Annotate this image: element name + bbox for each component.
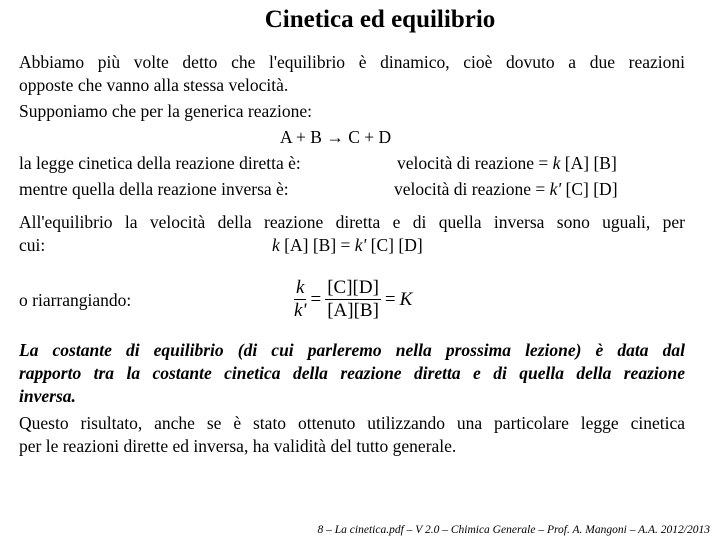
equilibrium-line: All'equilibrio la velocità della reazione diretta e di quella inversa sono uguali, per	[19, 212, 685, 232]
rate-constant: k	[552, 153, 561, 173]
paragraph-line: opposte che vanno alla stessa velocità.	[19, 75, 289, 95]
paragraph-line: Abbiamo più volte detto che l'equilibrio è dinamico, cioè dovuto a due reazioni	[19, 52, 685, 72]
rate-constant-ratio: $\frac{k}{k'}$	[294, 277, 307, 321]
rate-constant: k'	[549, 179, 562, 199]
footer: 8 – La cinetica.pdf – V 2.0 – Chimica Generale – Prof. A. Mangoni – A.A. 2012/2013	[317, 524, 710, 536]
highlight-line: La costante di equilibrio (di cui parleremo nella prossima lezione) è data dal	[19, 340, 685, 360]
suppose-line: Supponiamo che per la generica reazione:	[19, 101, 312, 121]
reverse-rate-law: velocità di reazione = k' [C] [D]	[394, 179, 618, 199]
forward-label: la legge cinetica della reazione diretta è:	[19, 153, 301, 173]
highlight-line: inversa.	[19, 386, 76, 406]
conclusion-line: Questo risultato, anche se è stato ottenuto utilizzando una particolare legge cinetica	[19, 413, 685, 433]
page-title: Cinetica ed equilibrio	[264, 6, 496, 33]
rearranging-label: o riarrangiando:	[19, 290, 132, 310]
equilibrium-constant-formula: $\frac{k}{k'}$ = $\frac{[C][D]}{[A][B]}$ = K	[294, 277, 413, 321]
reverse-label: mentre quella della reazione inversa è:	[19, 179, 289, 199]
reaction-equation: A + B → C + D	[280, 127, 392, 147]
forward-rate-law: velocità di reazione = k [A] [B]	[397, 153, 617, 173]
equilibrium-label: cui:	[19, 235, 46, 255]
conclusion-line: per le reazioni dirette ed inversa, ha validità del tutto generale.	[19, 436, 457, 456]
concentration-ratio: $\frac{[C][D]}{[A][B]}$	[327, 277, 379, 321]
equilibrium-equation: k [A] [B] = k' [C] [D]	[272, 235, 423, 255]
highlight-line: rapporto tra la costante cinetica della reazione diretta e di quella della reazione	[19, 363, 685, 383]
